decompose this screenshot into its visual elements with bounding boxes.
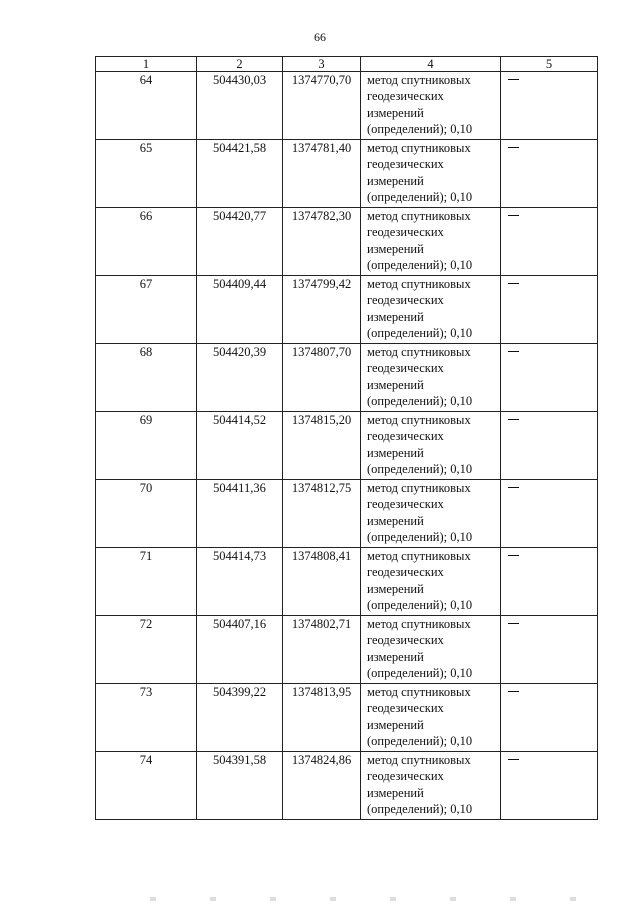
x-coordinate-cell: 504409,44 [197,276,283,344]
note-cell [501,616,598,684]
dash-mark [508,691,519,692]
x-coordinate-cell: 504420,39 [197,344,283,412]
dash-mark [508,215,519,216]
note-cell [501,684,598,752]
method-line: метод спутниковых [367,209,471,223]
y-coordinate-cell: 1374815,20 [283,412,361,480]
method-line: метод спутниковых [367,73,471,87]
method-line: геодезических [367,769,444,784]
dash-mark [508,487,519,488]
point-number-cell: 71 [96,548,197,616]
method-cell [361,480,501,548]
method-cell [361,344,501,412]
note-cell [501,208,598,276]
note-cell [501,480,598,548]
table-row [96,208,598,276]
column-header: 5 [501,57,598,72]
method-line: измерений [367,581,424,596]
point-number-cell: 73 [96,684,197,752]
note-cell [501,140,598,208]
table-row [96,412,598,480]
column-header: 4 [361,57,501,72]
dash-mark [508,79,519,80]
note-cell [501,752,598,820]
point-number-cell: 74 [96,752,197,820]
method-line: (определений); 0,10 [367,529,473,544]
y-coordinate-cell: 1374802,71 [283,616,361,684]
method-line: геодезических [367,361,444,376]
method-line: геодезических [367,429,444,444]
note-cell [501,412,598,480]
method-line: метод спутниковых [367,481,471,495]
method-line: геодезических [367,565,444,580]
dash-mark [508,283,519,284]
method-line: измерений [367,785,424,800]
method-cell [361,412,501,480]
column-header: 3 [283,57,361,72]
note-cell [501,276,598,344]
method-line: геодезических [367,157,444,172]
table-row [96,684,598,752]
method-cell [361,140,501,208]
table-body [96,72,598,820]
method-line: метод спутниковых [367,617,471,631]
note-cell [501,548,598,616]
method-cell [361,684,501,752]
method-line: геодезических [367,89,444,104]
method-line: (определений); 0,10 [367,801,473,816]
method-cell [361,72,501,140]
table-row [96,616,598,684]
x-coordinate-cell: 504391,58 [197,752,283,820]
method-line: измерений [367,445,424,460]
method-line: метод спутниковых [367,277,471,291]
table-row [96,72,598,140]
method-line: (определений); 0,10 [367,257,473,272]
table-row [96,548,598,616]
method-line: метод спутниковых [367,753,471,767]
method-line: геодезических [367,633,444,648]
y-coordinate-cell: 1374770,70 [283,72,361,140]
method-cell [361,548,501,616]
x-coordinate-cell: 504420,77 [197,208,283,276]
table-row [96,140,598,208]
x-coordinate-cell: 504430,03 [197,72,283,140]
method-cell [361,208,501,276]
point-number-cell: 67 [96,276,197,344]
method-line: геодезических [367,701,444,716]
y-coordinate-cell: 1374781,40 [283,140,361,208]
dash-mark [508,759,519,760]
method-line: метод спутниковых [367,685,471,699]
column-header: 2 [197,57,283,72]
point-number-cell: 65 [96,140,197,208]
point-number-cell: 72 [96,616,197,684]
column-header: 1 [96,57,197,72]
method-cell [361,752,501,820]
method-line: измерений [367,717,424,732]
method-line: (определений); 0,10 [367,597,473,612]
method-line: геодезических [367,225,444,240]
y-coordinate-cell: 1374824,86 [283,752,361,820]
method-cell [361,616,501,684]
method-line: измерений [367,377,424,392]
method-line: измерений [367,105,424,120]
table-header-row [96,57,598,72]
table-row [96,276,598,344]
coordinates-table [95,56,598,820]
scan-artifact [150,897,600,901]
x-coordinate-cell: 504411,36 [197,480,283,548]
method-line: метод спутниковых [367,413,471,427]
x-coordinate-cell: 504414,73 [197,548,283,616]
method-line: метод спутниковых [367,549,471,563]
point-number-cell: 70 [96,480,197,548]
method-line: метод спутниковых [367,345,471,359]
method-line: измерений [367,173,424,188]
method-line: (определений); 0,10 [367,325,473,340]
method-line: измерений [367,309,424,324]
y-coordinate-cell: 1374812,75 [283,480,361,548]
point-number-cell: 66 [96,208,197,276]
dash-mark [508,147,519,148]
dash-mark [508,623,519,624]
method-line: геодезических [367,497,444,512]
method-line: измерений [367,241,424,256]
dash-mark [508,419,519,420]
page-number: 66 [314,30,326,44]
method-line: (определений); 0,10 [367,393,473,408]
method-line: измерений [367,513,424,528]
dash-mark [508,351,519,352]
dash-mark [508,555,519,556]
method-line: измерений [367,649,424,664]
note-cell [501,72,598,140]
note-cell [501,344,598,412]
x-coordinate-cell: 504407,16 [197,616,283,684]
y-coordinate-cell: 1374782,30 [283,208,361,276]
table-row [96,344,598,412]
method-line: метод спутниковых [367,141,471,155]
point-number-cell: 64 [96,72,197,140]
method-line: (определений); 0,10 [367,189,473,204]
y-coordinate-cell: 1374808,41 [283,548,361,616]
method-line: (определений); 0,10 [367,733,473,748]
y-coordinate-cell: 1374813,95 [283,684,361,752]
point-number-cell: 68 [96,344,197,412]
y-coordinate-cell: 1374799,42 [283,276,361,344]
table-row [96,480,598,548]
method-line: геодезических [367,293,444,308]
x-coordinate-cell: 504399,22 [197,684,283,752]
method-line: (определений); 0,10 [367,665,473,680]
y-coordinate-cell: 1374807,70 [283,344,361,412]
method-cell [361,276,501,344]
x-coordinate-cell: 504414,52 [197,412,283,480]
method-line: (определений); 0,10 [367,121,473,136]
table-row [96,752,598,820]
method-line: (определений); 0,10 [367,461,473,476]
point-number-cell: 69 [96,412,197,480]
x-coordinate-cell: 504421,58 [197,140,283,208]
